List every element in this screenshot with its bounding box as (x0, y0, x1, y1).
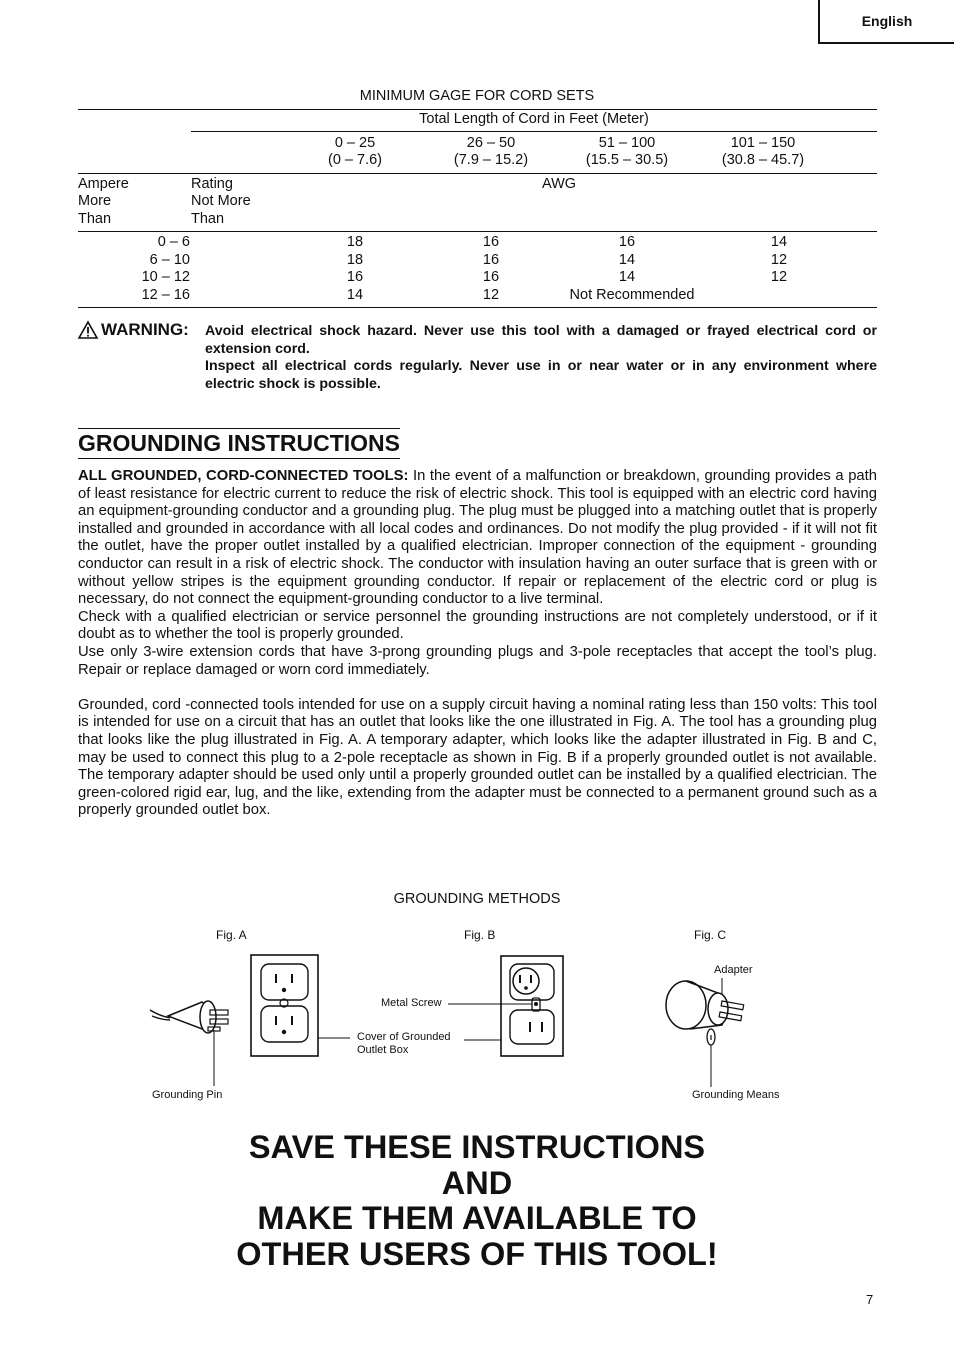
row-2-range: 6 – 10 (149, 252, 190, 268)
grounding-paragraph-2: Check with a qualified electrician or service personnel the grounding instructions are not completely understood, or if it doubt as to whether the tool is properly grounded. (78, 608, 877, 643)
warning-label-text: WARNING: (101, 320, 189, 339)
grounding-body (78, 468, 877, 820)
cover-label-line-2: Outlet Box (357, 1044, 409, 1056)
fig-b-label: Fig. B (464, 928, 496, 942)
grounding-paragraph-1 (78, 468, 877, 609)
warning-line-1: Avoid electrical shock hazard. Never use this tool with a damaged or frayed electrical cord or extension cord. (205, 323, 877, 357)
page-number: 7 (866, 1292, 874, 1307)
cover-label-line-1: Cover of Grounded (357, 1031, 451, 1043)
length-col-4-feet: 101 – 150 (730, 135, 796, 151)
ampere-header-2: More (78, 193, 112, 209)
row-3-val-3: 14 (618, 269, 636, 285)
length-col-2-meters: (7.9 – 15.2) (453, 152, 529, 168)
table-rule-sub (191, 131, 877, 132)
row-1-val-2: 16 (482, 234, 500, 250)
grounding-lead: ALL GROUNDED, CORD-CONNECTED TOOLS: (78, 468, 409, 484)
fig-c-label: Fig. C (694, 928, 727, 942)
row-3-val-4: 12 (770, 269, 788, 285)
row-3-range: 10 – 12 (141, 269, 190, 285)
table-title: MINIMUM GAGE FOR CORD SETS (359, 88, 595, 104)
closing-line-3: MAKE THEM AVAILABLE TO (257, 1200, 697, 1236)
language-tab: English (818, 0, 954, 44)
fig-a-plug-outlet-illustration (140, 948, 360, 1098)
row-2-val-2: 16 (482, 252, 500, 268)
grounding-heading: GROUNDING INSTRUCTIONS (78, 428, 400, 459)
grounding-p1-text: In the event of a malfunction or breakdown, grounding provides a path of least resistance for electric current to reduce the risk of electric shock. This tool is equipped with an electric cord having an equipment-grounding conductor and a grounding plug. The plug must be plugged into a matching outlet that is properly installed and grounded in accordance with all local codes and ordinances. Do not modify the plug provided - if it will not fit the outlet, have the proper outlet installed by a qualified electrician. Improper connection of the equipment - grounding conductor can result in a risk of electric shock. The conductor with insulation having an outer surface that is green with or without yellow stripes is the equipment grounding conductor. If repair or replacement of the electric cord or plug is necessary, do not connect the equipment-grounding conductor to a live terminal. (78, 468, 877, 608)
row-3-val-1: 16 (346, 269, 364, 285)
table-rule-top (78, 109, 877, 110)
warning-label (78, 320, 189, 340)
adapter-label: Adapter (714, 964, 753, 976)
row-1-val-3: 16 (618, 234, 636, 250)
ampere-header-1: Ampere (78, 176, 129, 192)
closing-line-4: OTHER USERS OF THIS TOOL! (236, 1235, 718, 1272)
table-rule-bottom (78, 307, 877, 308)
figures-title: GROUNDING METHODS (393, 891, 561, 907)
warning-triangle-icon (78, 321, 98, 339)
row-2-val-3: 14 (618, 252, 636, 268)
row-1-val-4: 14 (770, 234, 788, 250)
ampere-header-3: Than (78, 211, 112, 227)
awg-label: AWG (541, 176, 577, 192)
table-rule-mid (78, 173, 877, 174)
length-col-4-meters: (30.8 – 45.7) (721, 152, 805, 168)
row-2-val-4: 12 (770, 252, 788, 268)
closing-line-1: SAVE THESE INSTRUCTIONS (248, 1129, 706, 1165)
closing-statement (0, 1130, 954, 1272)
length-col-2-feet: 26 – 50 (466, 135, 516, 151)
length-col-1-meters: (0 – 7.6) (328, 152, 382, 168)
fig-b-adapter-outlet-illustration (440, 948, 580, 1068)
length-col-1-feet: 0 – 25 (334, 135, 376, 151)
row-3-val-2: 16 (482, 269, 500, 285)
row-4-val-2: 12 (482, 287, 500, 303)
fig-a-label: Fig. A (216, 928, 247, 942)
grounding-paragraph-4: Grounded, cord -connected tools intended for use on a supply circuit having a nominal rating less than 150 volts: This tool is intended for use on a circuit that has an outlet that looks like the one illustrated in Fig. A. The tool has a grounding plug that looks like the plug illustrated in Fig. A. A temporary adapter, which looks like the adapter illustrated in Fig. B and C, may be used to connect this plug to a 2-pole receptacle as shown in Fig. B if a properly grounded outlet is not available. The temporary adapter should be used only until a properly grounded outlet can be installed by a qualified electrician. The green-colored rigid ear, lug, and the like, extending from the adapter must be connected to a permanent ground such as a properly grounded outlet box. (78, 696, 877, 819)
length-col-3-meters: (15.5 – 30.5) (585, 152, 669, 168)
length-col-3-feet: 51 – 100 (598, 135, 656, 151)
metal-screw-label: Metal Screw (381, 997, 442, 1009)
row-4-range: 12 – 16 (141, 287, 190, 303)
row-1-range: 0 – 6 (157, 234, 190, 250)
length-header: Total Length of Cord in Feet (Meter) (419, 111, 649, 127)
row-1-val-1: 18 (346, 234, 364, 250)
fig-c-adapter-illustration (660, 975, 760, 1090)
grounding-means-label: Grounding Means (692, 1089, 780, 1101)
row-2-val-1: 18 (346, 252, 364, 268)
closing-line-2: AND (441, 1164, 513, 1201)
rating-header-2: Not More (191, 193, 251, 209)
grounding-paragraph-3: Use only 3-wire extension cords that have 3-prong grounding plugs and 3-pole receptacles that accept the tool’s plug. Repair or replace damaged or worn cord immediately. (78, 643, 877, 678)
row-4-val-1: 14 (346, 287, 364, 303)
row-4-val-3: Not Recommended (569, 287, 695, 303)
grounding-pin-label: Grounding Pin (152, 1089, 223, 1101)
rating-header-1: Rating (191, 176, 233, 192)
rating-header-3: Than (191, 211, 225, 227)
table-rule-data (78, 231, 877, 232)
warning-text (205, 323, 877, 393)
warning-line-2: Inspect all electrical cords regularly. Never use in or near water or in any environment where electric shock is possible. (205, 358, 877, 392)
